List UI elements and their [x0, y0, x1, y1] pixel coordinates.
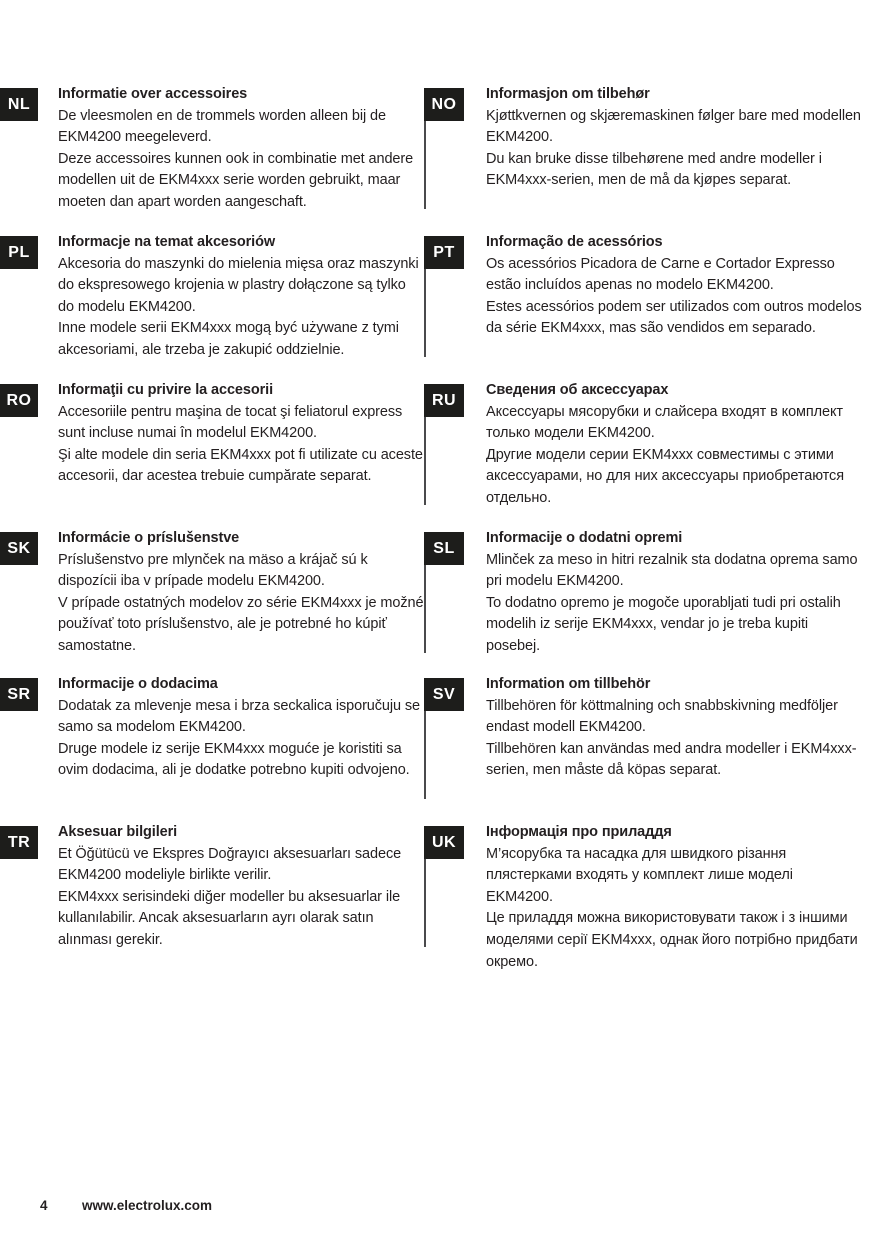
- section-text: [486, 822, 862, 973]
- section-divider-line: [424, 859, 426, 947]
- section-title: Informação de acessórios: [486, 234, 663, 250]
- language-badge-ru: [424, 384, 464, 417]
- section-text: [58, 84, 424, 214]
- section-paragraph: Mlinček za meso in hitri rezalnik sta dodatna oprema samo pri modelu EKM4200.: [486, 551, 858, 590]
- language-badge-uk: [424, 826, 464, 859]
- language-badge-sk: [0, 532, 38, 565]
- section-paragraph: To dodatno opremo je mogoče uporabljati tudi pri ostalih modelih iz serije EKM4xxx, vendar jo je treba kupiti posebej.: [486, 594, 841, 654]
- section-paragraph: Du kan bruke disse tilbehørene med andre modeller i EKM4xxx-serien, men de må da kjøpes separat.: [486, 150, 822, 189]
- page-number: 4: [40, 1198, 48, 1213]
- section-title: Aksesuar bilgileri: [58, 824, 178, 840]
- section-text: [486, 84, 862, 192]
- website-text: www.electrolux.com: [82, 1198, 213, 1213]
- language-badge-nl: [0, 88, 38, 121]
- section-text: [486, 528, 862, 658]
- section-title: Інформація про приладдя: [486, 824, 672, 840]
- section-paragraph: Os acessórios Picadora de Carne e Cortador Expresso estão incluídos apenas no modelo EKM4200.: [486, 255, 835, 294]
- section-title: Informasjon om tilbehør: [486, 86, 650, 102]
- section-title: Informacije o dodacima: [58, 676, 218, 692]
- section-paragraph: EKM4xxx serisindeki diğer modeller bu aksesuarlar ile kullanılabilir. Ancak aksesuarların ayrı olarak satın alınması gerekir.: [58, 888, 401, 948]
- section-paragraph: Akcesoria do maszynki do mielenia mięsa oraz maszynki do ekspresowego krojenia w plastry dołączone są tylko do modelu EKM4200.: [58, 255, 419, 315]
- language-code: UK: [431, 833, 457, 851]
- language-code: SR: [7, 685, 31, 703]
- language-badge-sl: [424, 532, 464, 565]
- section-paragraph: Estes acessórios podem ser utilizados com outros modelos da série EKM4xxx, mas são vendidos em separado.: [486, 298, 862, 337]
- page-footer: [0, 1198, 874, 1218]
- section-paragraph: Аксессуары мясорубки и слайсера входят в комплект только модели EKM4200.: [486, 403, 843, 442]
- section-paragraph: Şi alte modele din seria EKM4xxx pot fi utilizate cu aceste accesorii, dar acestea trebuie cumpărate separat.: [58, 446, 423, 485]
- section-title: Informaţii cu privire la accesorii: [58, 382, 273, 398]
- section-paragraph: Це приладдя можна використовувати також і з іншими моделями серії EKM4xxx, однак його потрібно придбати окремо.: [486, 910, 858, 970]
- section-text: [486, 232, 862, 340]
- section-divider-line: [424, 121, 426, 209]
- section-title: Informacije o dodatni opremi: [486, 530, 683, 546]
- section-paragraph: Et Öğütücü ve Ekspres Doğrayıcı aksesuarları sadece EKM4200 modeliyle birlikte verilir.: [58, 845, 402, 884]
- section-paragraph: Kjøttkvernen og skjæremaskinen følger bare med modellen EKM4200.: [486, 107, 861, 146]
- section-paragraph: М’ясорубка та насадка для швидкого різання плястерками входять у комплект лише моделі EKM4200.: [486, 845, 793, 905]
- section-paragraph: Druge modele iz serije EKM4xxx moguće je koristiti sa ovim dodacima, ali je dodatke potrebno kupiti odvojeno.: [58, 740, 410, 779]
- section-title: Informácie o príslušenstve: [58, 530, 240, 546]
- section-text: [58, 380, 424, 488]
- section-text: [58, 528, 424, 658]
- language-code: SL: [433, 539, 455, 557]
- section-paragraph: Accesoriile pentru maşina de tocat şi feliatorul express sunt incluse numai în modelul EKM4200.: [58, 403, 403, 442]
- section-paragraph: Tillbehören för köttmalning och snabbskivning medföljer endast modell EKM4200.: [486, 697, 838, 736]
- language-code: RO: [6, 391, 32, 409]
- section-text: [58, 232, 424, 362]
- section-text: [58, 822, 424, 952]
- section-divider-line: [424, 269, 426, 357]
- section-divider-line: [424, 711, 426, 799]
- section-paragraph: Другие модели серии EKM4xxx совместимы с этими аксессуарами, но для них аксессуары приобретаются отдельно.: [486, 446, 844, 506]
- section-title: Informacje na temat akcesoriów: [58, 234, 275, 250]
- language-badge-sr: [0, 678, 38, 711]
- section-paragraph: De vleesmolen en de trommels worden alleen bij de EKM4200 meegeleverd.: [58, 107, 386, 146]
- language-code: NL: [7, 95, 31, 113]
- language-code: RU: [431, 391, 457, 409]
- section-text: [486, 380, 862, 510]
- section-paragraph: Príslušenstvo pre mlynček na mäso a krájač sú k dispozícii iba v prípade modelu EKM4200.: [58, 551, 368, 590]
- section-title: Сведения об аксессуарах: [486, 382, 669, 398]
- language-badge-pt: [424, 236, 464, 269]
- language-badge-tr: [0, 826, 38, 859]
- language-badge-no: [424, 88, 464, 121]
- section-paragraph: Deze accessoires kunnen ook in combinatie met andere modellen uit de EKM4xxx serie worden gebruikt, maar moeten dan apart worden aangeschaft.: [58, 150, 414, 210]
- section-paragraph: Dodatak za mlevenje mesa i brza seckalica isporučuju se samo sa modelom EKM4200.: [58, 697, 421, 736]
- section-title: Informatie over accessoires: [58, 86, 248, 102]
- language-badge-sv: [424, 678, 464, 711]
- section-paragraph: Inne modele serii EKM4xxx mogą być używane z tymi akcesoriami, ale trzeba je zakupić oddzielnie.: [58, 320, 399, 358]
- section-text: [486, 674, 862, 782]
- section-title: Information om tillbehör: [486, 676, 651, 692]
- section-paragraph: Tillbehören kan användas med andra modeller i EKM4xxx-serien, men måste då köpas separat.: [486, 740, 857, 779]
- section-divider-line: [424, 565, 426, 653]
- language-code: TR: [7, 833, 31, 851]
- language-code: SV: [432, 685, 456, 703]
- language-code: PL: [8, 243, 30, 261]
- language-badge-pl: [0, 236, 38, 269]
- section-paragraph: V prípade ostatných modelov zo série EKM4xxx je možné používať toto príslušenstvo, ale je potrebné ho kúpiť samostatne.: [58, 594, 424, 654]
- language-code: SK: [7, 539, 31, 557]
- language-code: NO: [431, 95, 457, 113]
- language-badge-ro: [0, 384, 38, 417]
- language-code: PT: [433, 243, 455, 261]
- section-text: [58, 674, 424, 782]
- section-divider-line: [424, 417, 426, 505]
